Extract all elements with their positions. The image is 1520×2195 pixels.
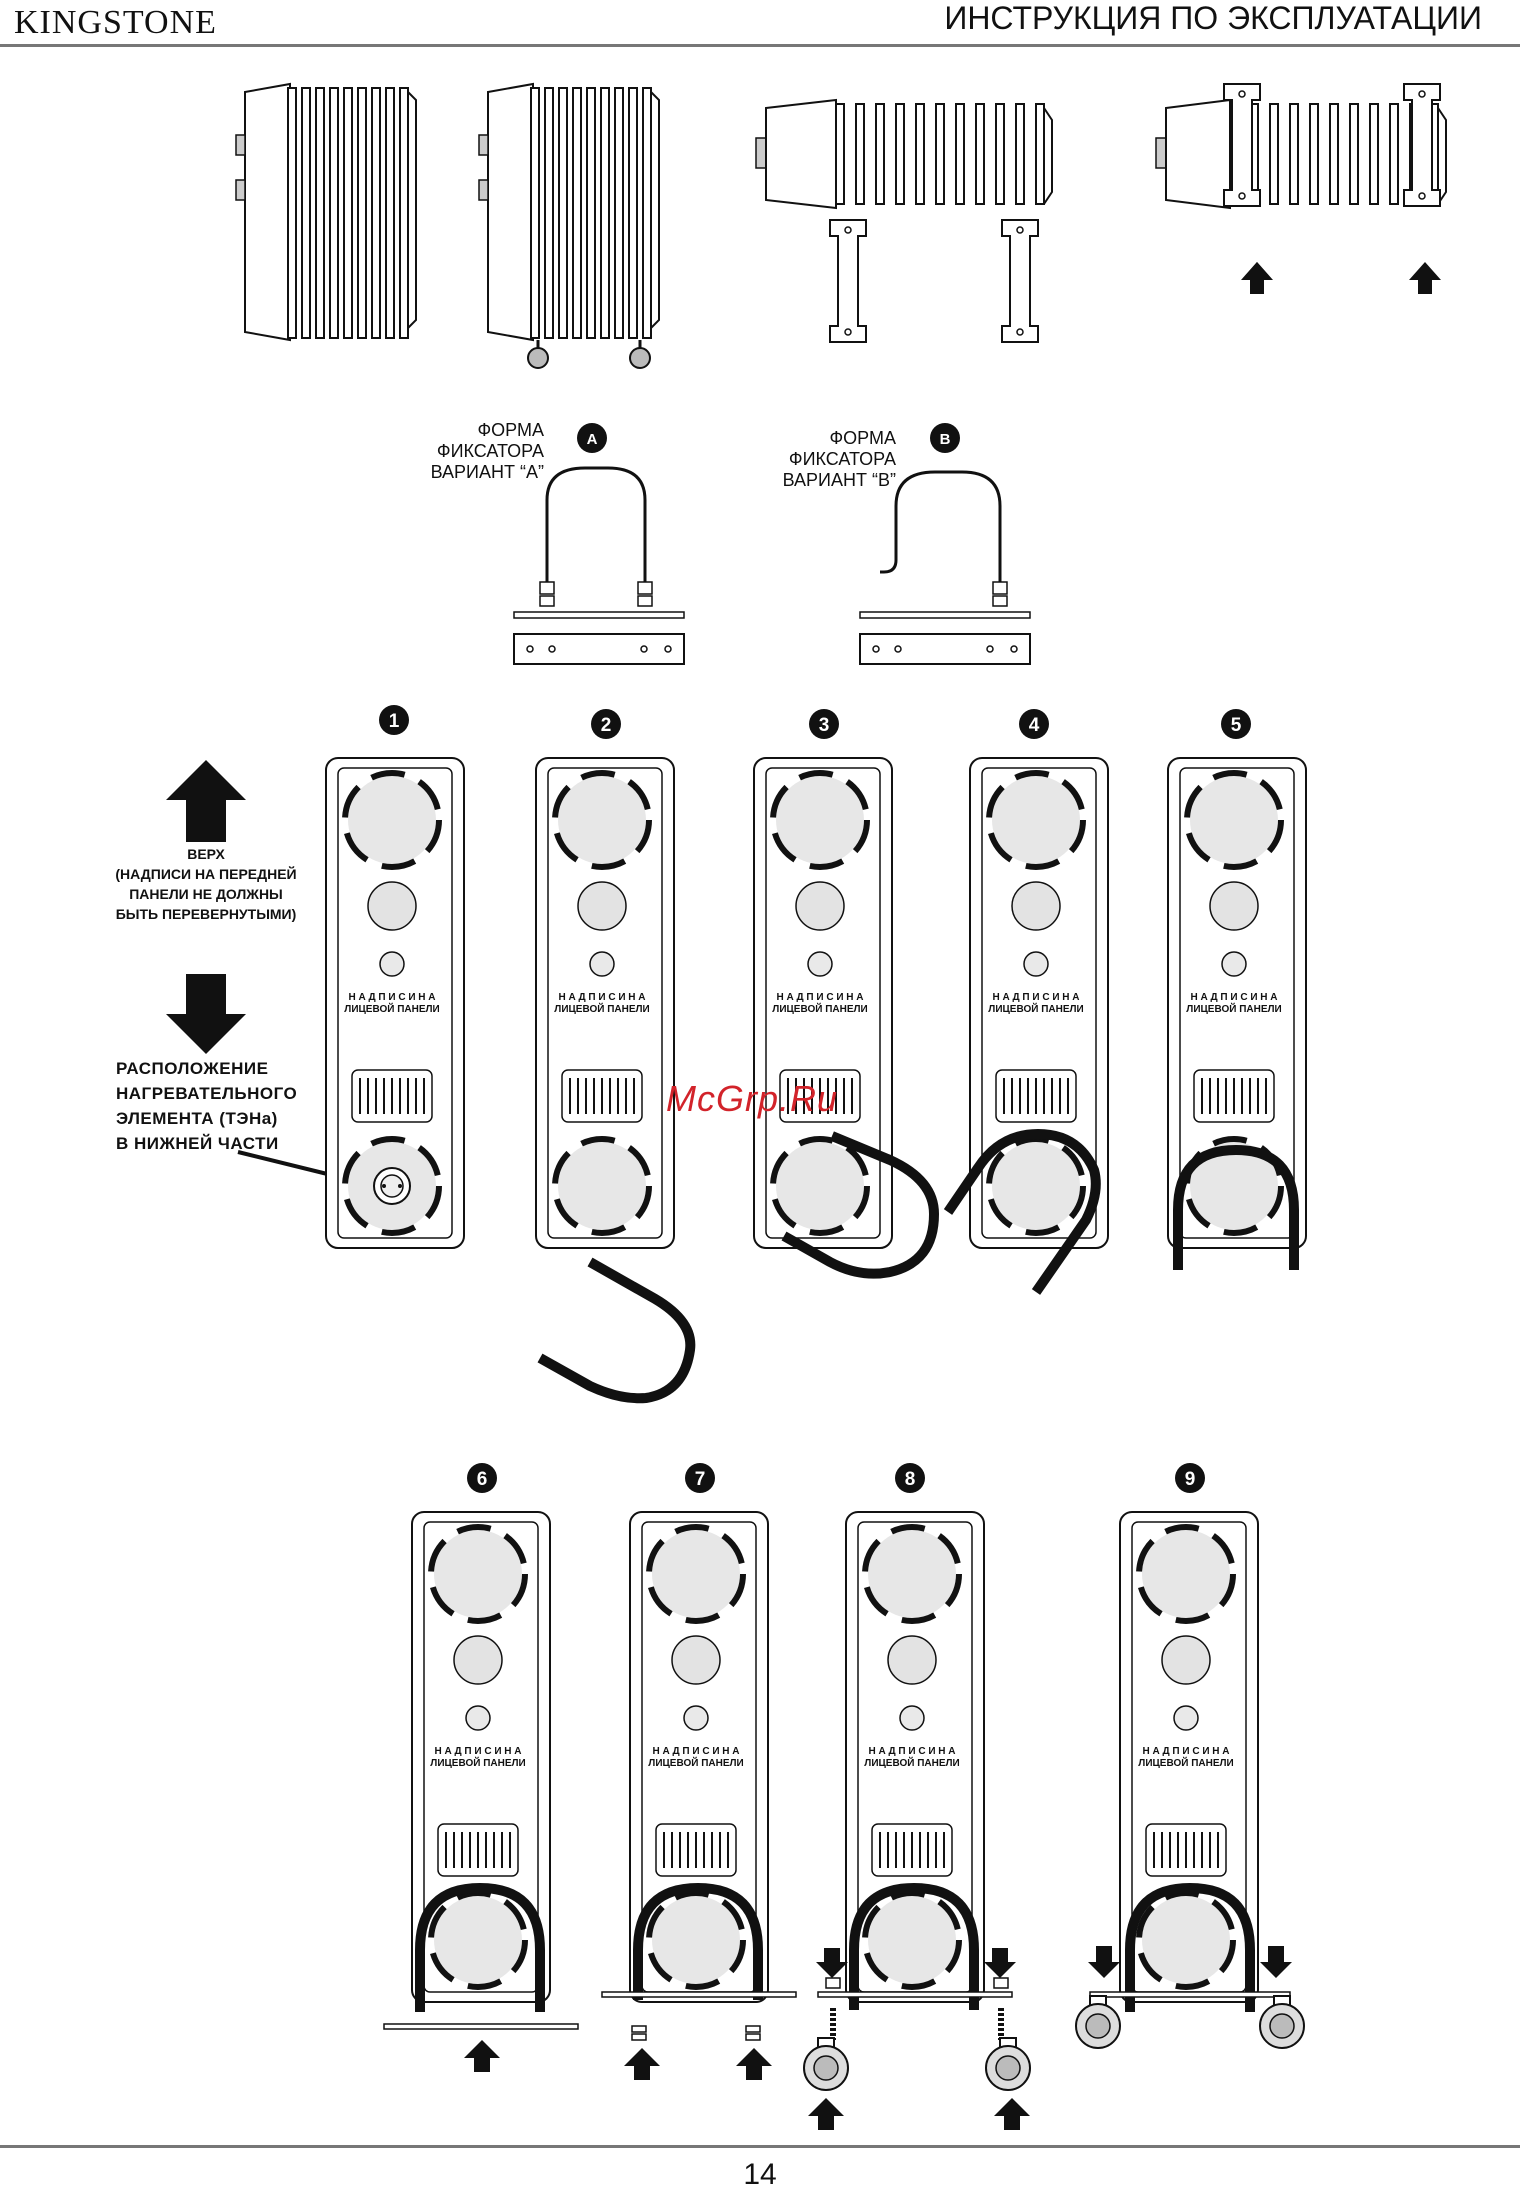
step-5-number: 5	[1230, 715, 1242, 736]
bottom-divider	[0, 2145, 1520, 2148]
step-1-number: 1	[388, 711, 400, 732]
step-8-number: 8	[904, 1469, 916, 1490]
arrow-up-icon	[166, 760, 246, 842]
step-6-number: 6	[476, 1469, 488, 1490]
step-2-number: 2	[600, 715, 612, 736]
bracket-b-label	[752, 428, 896, 491]
bracket-a-line2: ФИКСАТОРА	[436, 441, 544, 461]
bracket-a-line3: ВАРИАНТ “А”	[430, 462, 544, 482]
radiator-with-wheels-view	[479, 84, 659, 368]
step-1-panel	[326, 705, 464, 1248]
step-9-panel	[1076, 1463, 1304, 2048]
step-2-panel	[536, 709, 690, 1398]
top-orientation-note	[96, 844, 316, 924]
assembly-illustration: Н А Д П И С И Н А ЛИЦЕВОЙ ПАНЕЛИ A B 1 2 3 4 5 6 7 8 9	[0, 0, 1520, 2195]
heater-note-line3: ЭЛЕМЕНТА (ТЭНа)	[116, 1109, 278, 1128]
top-label: ВЕРХ	[187, 846, 225, 862]
step-4-number: 4	[1028, 715, 1040, 736]
bracket-b-line3: ВАРИАНТ “B”	[782, 470, 896, 490]
radiator-brackets-attached-view	[1156, 84, 1446, 294]
radiator-upright-view	[236, 84, 416, 340]
document-title: ИНСТРУКЦИЯ ПО ЭКСПЛУАТАЦИИ	[944, 0, 1482, 36]
step-7-number: 7	[694, 1469, 706, 1490]
step-3-number: 3	[818, 715, 830, 736]
step-6-panel	[384, 1463, 578, 2072]
heater-location-note	[116, 1056, 346, 1156]
heater-note-line2: НАГРЕВАТЕЛЬНОГО	[116, 1084, 298, 1103]
step-3-panel	[754, 709, 934, 1274]
bracket-a-label	[400, 420, 544, 483]
bracket-b-line1: ФОРМА	[829, 428, 896, 448]
step-9-number: 9	[1184, 1469, 1196, 1490]
heater-note-line1: РАСПОЛОЖЕНИЕ	[116, 1059, 269, 1078]
top-note-line3: БЫТЬ ПЕРЕВЕРНУТЫМИ)	[115, 906, 297, 922]
watermark: McGrp.Ru	[666, 1078, 839, 1119]
badge-a-letter: A	[586, 431, 598, 448]
bracket-b-line2: ФИКСАТОРА	[788, 449, 896, 469]
top-note-line2: ПАНЕЛИ НЕ ДОЛЖНЫ	[129, 886, 283, 902]
arrow-down-icon	[166, 974, 246, 1054]
step-7-panel	[602, 1463, 796, 2080]
heater-note-line4: В НИЖНЕЙ ЧАСТИ	[116, 1134, 279, 1153]
bracket-a-line1: ФОРМА	[477, 420, 544, 440]
badge-b-letter: B	[939, 431, 951, 448]
step-5-panel	[1168, 709, 1306, 1270]
step-4-panel	[948, 709, 1108, 1292]
page-number: 14	[743, 2158, 777, 2191]
radiator-lying-view	[756, 100, 1052, 342]
brand-logo: KINGSTONE	[14, 4, 217, 41]
step-8-panel	[804, 1463, 1030, 2130]
top-note-line1: (НАДПИСИ НА ПЕРЕДНЕЙ	[115, 866, 297, 882]
